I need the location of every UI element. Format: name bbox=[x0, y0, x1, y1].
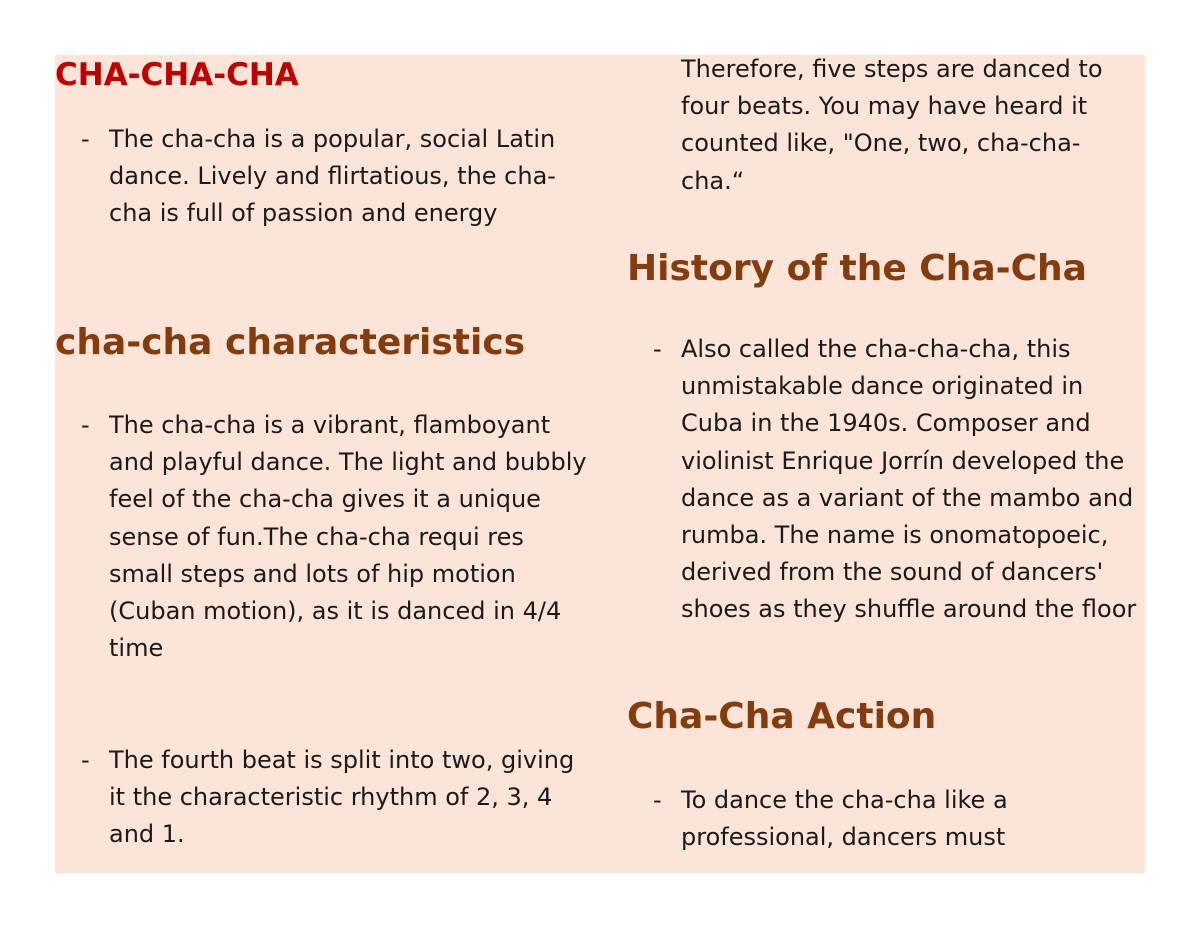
bullet-marker: - bbox=[653, 786, 662, 814]
intro-bullet-text: The cha-cha is a popular, social Latin dance. Lively and flirtatious, the cha-cha is full of passion and energy bbox=[109, 125, 556, 228]
characteristics-heading: cha-cha characteristics bbox=[55, 322, 526, 363]
characteristics-bullet-1 bbox=[55, 407, 595, 667]
document-page bbox=[55, 55, 1145, 873]
characteristics-bullet-1-text: The cha-cha is a vibrant, flamboyant and playful dance. The light and bubbly feel of the cha-cha gives it a unique sense of fun.The cha-cha requi res small steps and lots of hip motion (Cuban motion), as it is danced in 4/4 time bbox=[109, 411, 587, 663]
action-bullet bbox=[627, 782, 1145, 856]
bullet-marker: - bbox=[81, 411, 90, 439]
action-heading: Cha-Cha Action bbox=[627, 696, 937, 737]
bullet-marker: - bbox=[653, 335, 662, 363]
bullet-marker: - bbox=[81, 746, 90, 774]
intro-bullet bbox=[55, 121, 595, 233]
characteristics-bullet-2 bbox=[55, 742, 595, 854]
action-bullet-text: To dance the cha-cha like a professional, dancers must bbox=[681, 786, 1008, 852]
characteristics-bullet-2-text: The fourth beat is split into two, giving it the characteristic rhythm of 2, 3, 4 and 1. bbox=[109, 746, 575, 849]
continuation-text: Therefore, five steps are danced to four beats. You may have heard it counted like, "One, two, cha-cha-cha.“ bbox=[681, 55, 1103, 195]
history-bullet-text: Also called the cha-cha-cha, this unmistakable dance originated in Cuba in the 1940s. Composer and violinist Enrique Jorrín developed the dance as a variant of the mambo and rumba. The name is onomatopoeic, derived from the sound of dancers' shoes as they shuffle around the floor bbox=[681, 335, 1137, 624]
history-bullet bbox=[627, 331, 1145, 629]
history-heading: History of the Cha-Cha bbox=[627, 248, 1087, 289]
page-title: CHA-CHA-CHA bbox=[55, 57, 299, 93]
bullet-marker: - bbox=[81, 125, 90, 153]
